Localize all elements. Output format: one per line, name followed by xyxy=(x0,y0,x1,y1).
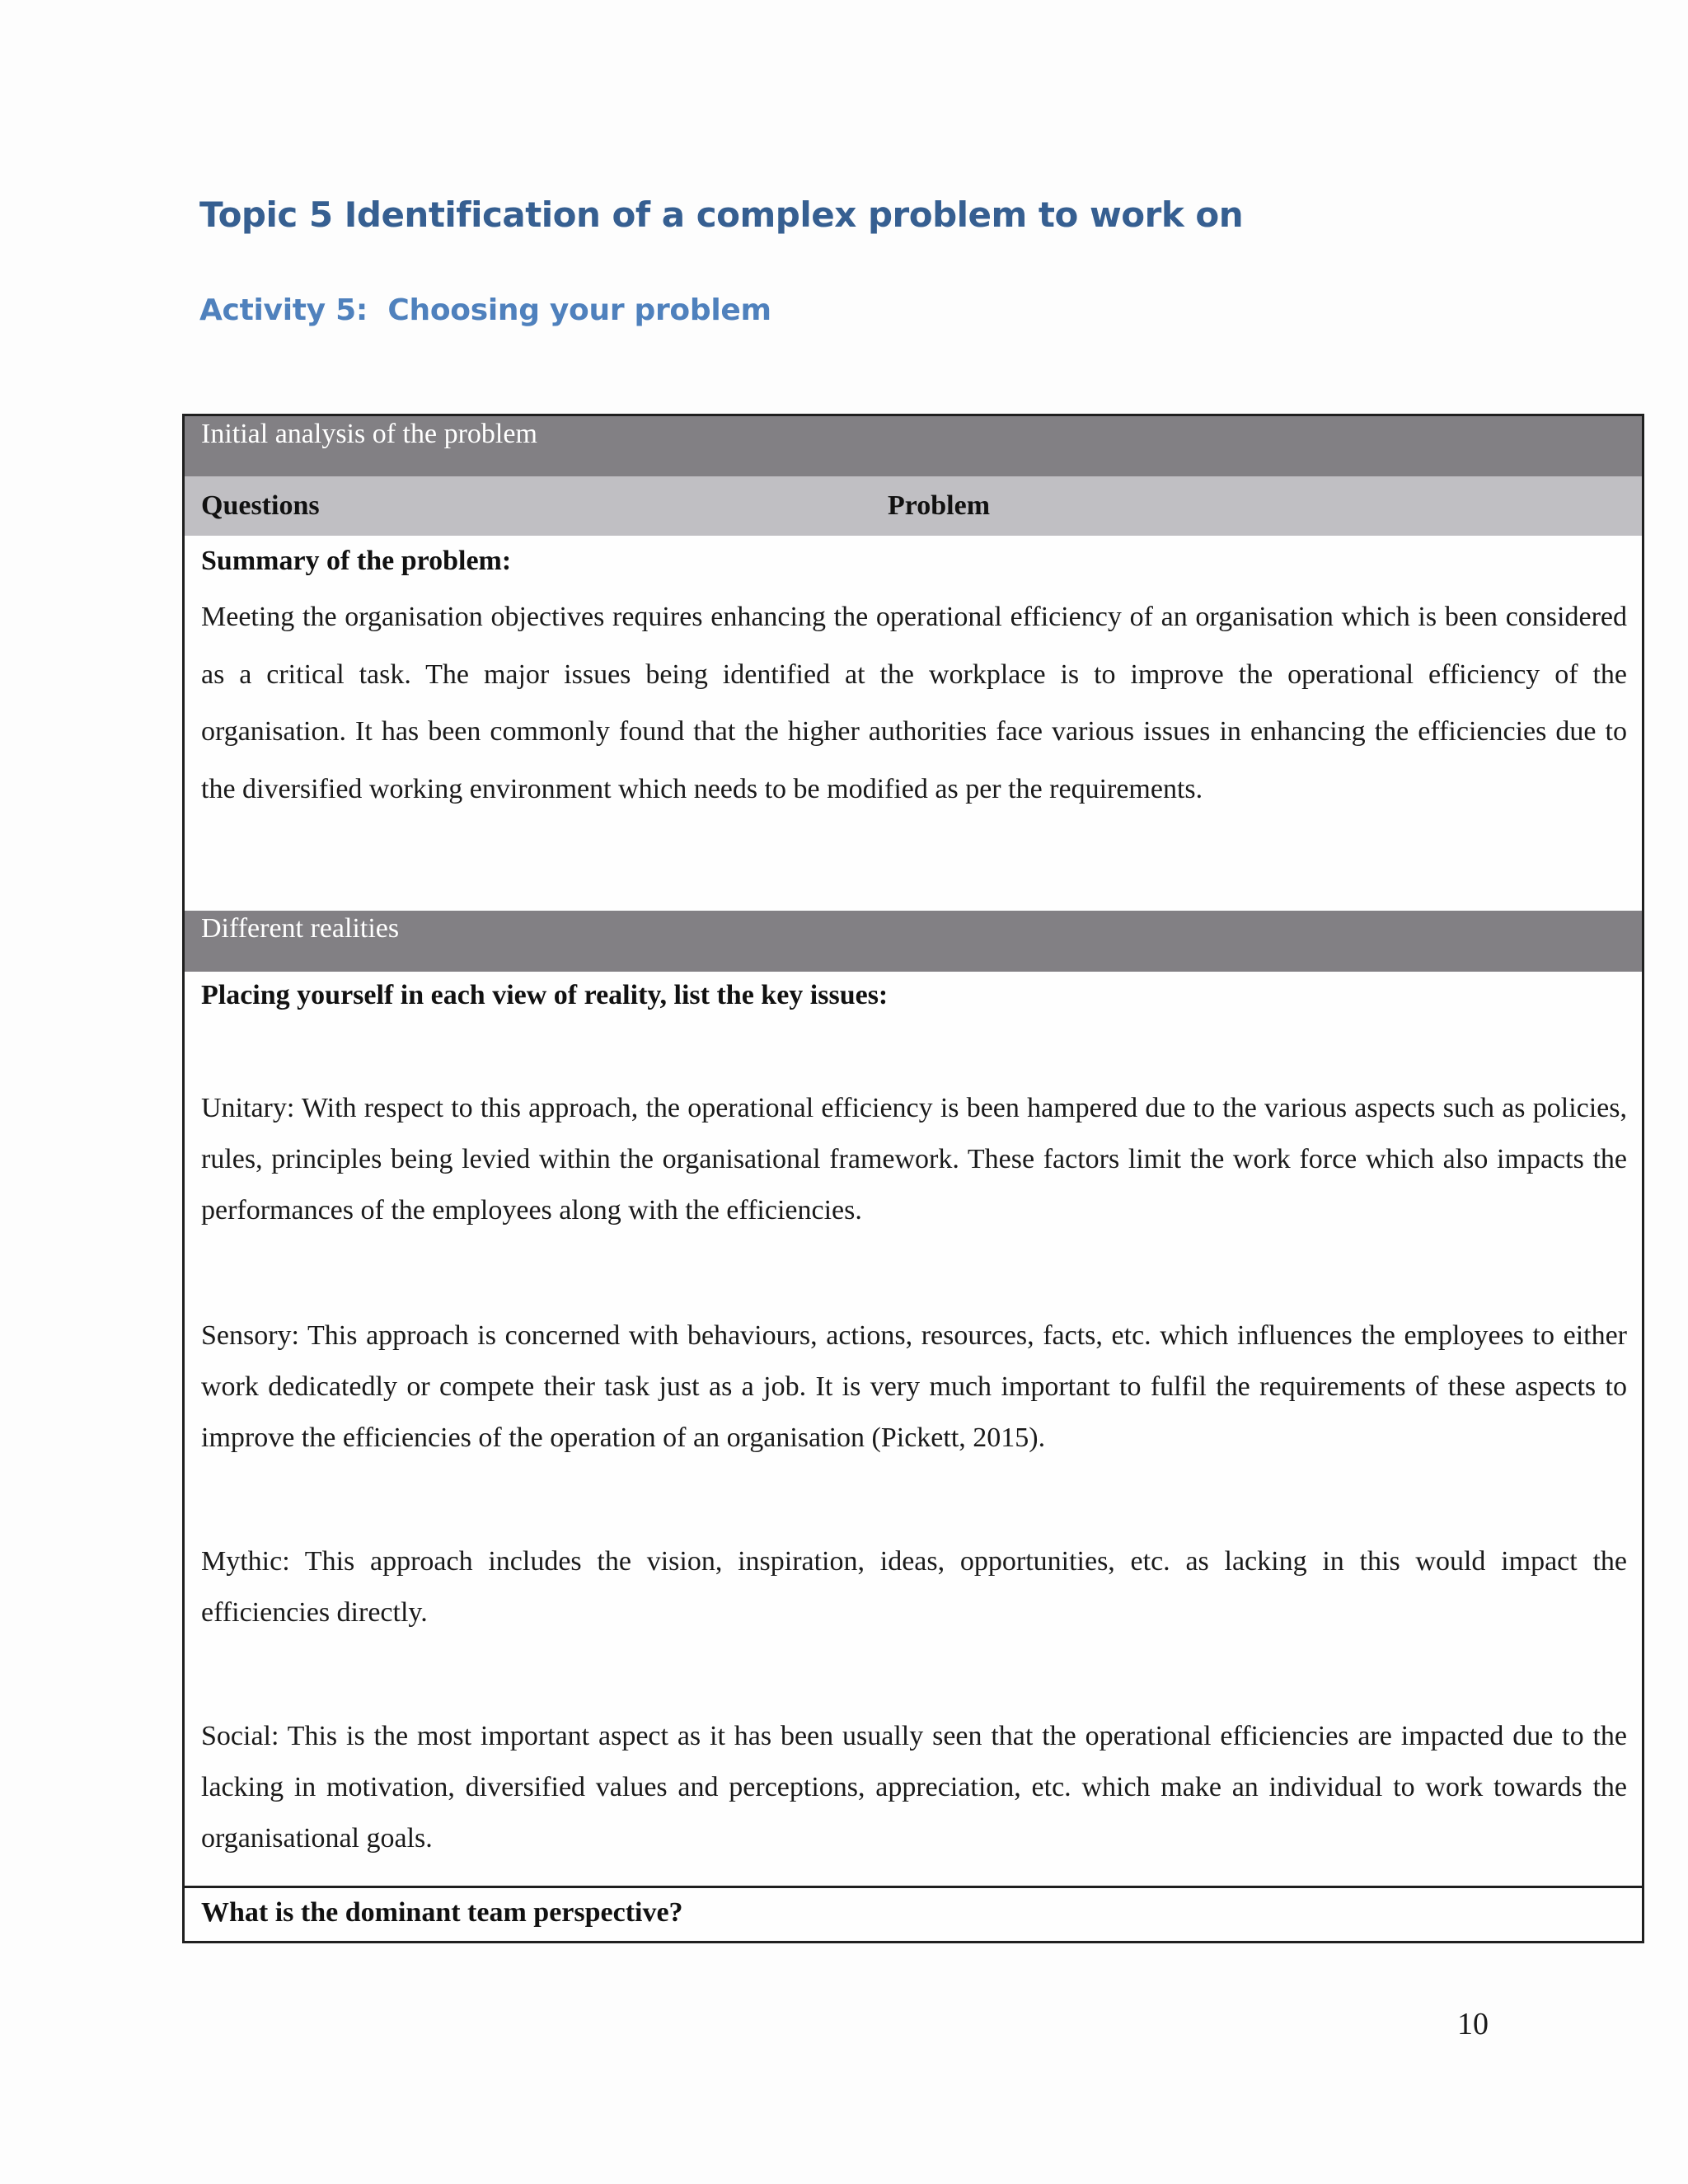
reality-sensory: Sensory: This approach is concerned with behaviours, actions, resources, facts, etc. which influences the employees to either work dedicatedly or compete their task just as a job. It is very much important to fulfil the requirements of these aspects to improve the efficiencies of the operation of an organisation (Pickett, 2015). xyxy=(201,1320,1627,1453)
realities-prompt: Placing yourself in each view of reality, list the key issues: xyxy=(201,980,889,1010)
initial-analysis-header: Initial analysis of the problem xyxy=(201,419,537,449)
realities-header-row xyxy=(185,911,1642,972)
problem-column-header: Problem xyxy=(888,490,991,521)
problem-analysis-table xyxy=(182,414,1644,1943)
reality-social: Social: This is the most important aspect as it has been usually seen that the operational efficiencies are impacted due to the lacking in motivation, diversified values and perceptions, appreciation, etc. which make an individual to work towards the organisational goals. xyxy=(201,1721,1627,1854)
table-divider xyxy=(185,1886,1642,1888)
dominant-perspective-question: What is the dominant team perspective? xyxy=(201,1897,683,1928)
topic-title: Topic 5 Identification of a complex problem to work on xyxy=(199,194,1244,235)
realities-header: Different realities xyxy=(201,913,400,944)
reality-mythic: Mythic: This approach includes the vision, inspiration, ideas, opportunities, etc. as lacking in this would impact the efficiencies directly. xyxy=(201,1546,1627,1628)
initial-analysis-header-row xyxy=(185,416,1642,476)
questions-column-header: Questions xyxy=(201,490,320,521)
summary-label: Summary of the problem: xyxy=(201,546,512,576)
page-number: 10 xyxy=(1457,2007,1489,2041)
activity-title: Activity 5: Choosing your problem xyxy=(199,293,771,327)
reality-unitary: Unitary: With respect to this approach, the operational efficiency is been hampered due to the various aspects such as policies, rules, principles being levied within the organisational framework. These factors limit the work force which also impacts the performances of the employees along with the efficiencies. xyxy=(201,1093,1627,1226)
column-header-row xyxy=(185,476,1642,536)
summary-text: Meeting the organisation objectives requires enhancing the operational efficiency of an organisation which is been considered as a critical task. The major issues being identified at the workplace is to improve the operational efficiency of the organisation. It has been commonly found that the higher authorities face various issues in enhancing the efficiencies due to the diversified working environment which needs to be modified as per the requirements. xyxy=(201,602,1627,804)
